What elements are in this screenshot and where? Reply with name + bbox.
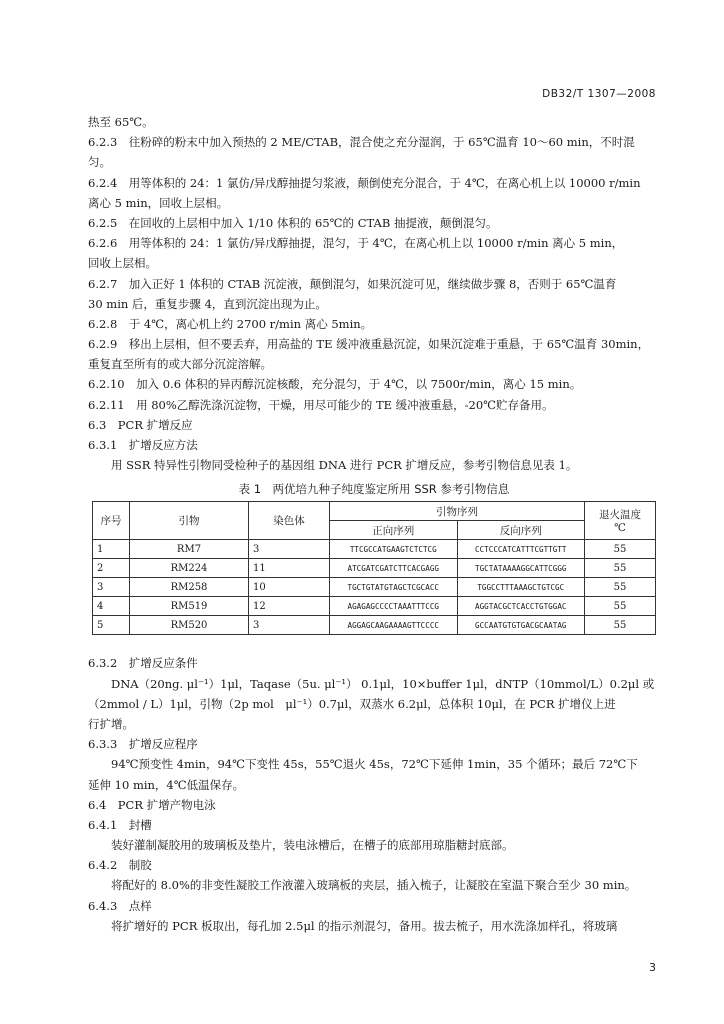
- text-line: 6.4.1 封槽: [88, 817, 152, 832]
- forward-seq-cell: TGCTGTATGTAGCTCGCACC: [330, 578, 458, 597]
- text-line: 离心 5 min，回收上层相。: [88, 195, 229, 210]
- ssr-primer-table: [92, 501, 656, 635]
- anneal-cell: 55: [585, 578, 656, 597]
- table-title: 表 1 两优培九种子纯度鉴定所用 SSR 参考引物信息: [238, 482, 510, 497]
- reverse-seq-cell: GCCAATGTGTGACGCAATAG: [457, 616, 585, 635]
- anneal-cell: 55: [585, 540, 656, 559]
- text-line: 6.4 PCR 扩增产物电泳: [88, 797, 216, 812]
- reverse-seq-cell: AGGTACGCTCACCTGTGGAC: [457, 597, 585, 616]
- anneal-label: 退火温度: [599, 509, 641, 522]
- table-row: [93, 616, 656, 635]
- text-line: 延伸 10 min，4℃低温保存。: [88, 777, 245, 792]
- text-line: 6.3.3 扩增反应程序: [88, 737, 198, 752]
- top-text-block: [88, 112, 660, 475]
- anneal-cell: 55: [585, 597, 656, 616]
- reverse-seq-cell: TGCTATAAAAGGCATTCGGG: [457, 559, 585, 578]
- primer-cell: RM258: [130, 578, 249, 597]
- text-line: 6.2.3 往粉碎的粉末中加入预热的 2 ME/CTAB，混合使之充分湿润，于 65℃温育 10～60 min，不时混: [88, 135, 635, 150]
- row-no-cell: 3: [93, 578, 130, 597]
- text-line: 用 SSR 特异性引物同受检种子的基因组 DNA 进行 PCR 扩增反应，参考引物信息见表 1。: [88, 458, 578, 473]
- text-line: 6.4.3 点样: [88, 898, 152, 913]
- text-line: 6.4.2 制胶: [88, 858, 152, 873]
- reverse-seq-cell: CCTCCCATCATTTCGTTGTT: [457, 540, 585, 559]
- text-line: 6.3 PCR 扩增反应: [88, 417, 193, 432]
- anneal-cell: 55: [585, 559, 656, 578]
- chromosome-cell: 3: [249, 616, 330, 635]
- text-line: 6.3.1 扩增反应方法: [88, 438, 198, 452]
- anneal-unit: ℃: [614, 522, 626, 535]
- row-no-cell: 1: [93, 540, 130, 559]
- text-line: 6.2.8 于 4℃，离心机上约 2700 r/min 离心 5min。: [88, 316, 373, 331]
- col-header-chromosome: 染色体: [249, 502, 330, 540]
- col-header-anneal: [585, 502, 656, 540]
- text-line: 装好灌制凝胶用的玻璃板及垫片，装电泳槽后，在槽子的底部用琼脂糖封底部。: [88, 838, 514, 853]
- document-body: [88, 112, 660, 936]
- forward-seq-cell: AGGAGCAAGAAAAGTTCCCC: [330, 616, 458, 635]
- text-line: （2mmol / L）1μl，引物（2p mol μl⁻¹）0.7μl，双蒸水 6.2μl，总体积 10μl，在 PCR 扩增仪上进: [88, 696, 616, 711]
- text-line: 30 min 后，重复步骤 4，直到沉淀出现为止。: [88, 296, 327, 311]
- text-line: 6.2.9 移出上层相，但不要丢弃，用高盐的 TE 缓冲液重悬沉淀，如果沉淀难于重悬，于 65℃温育 30min，: [88, 337, 650, 352]
- page-number: 3: [649, 961, 656, 974]
- col-header-reverse: 反向序列: [457, 521, 585, 540]
- chromosome-cell: 10: [249, 578, 330, 597]
- bottom-text-block: [88, 653, 660, 936]
- chromosome-cell: 12: [249, 597, 330, 616]
- primer-cell: RM7: [130, 540, 249, 559]
- row-no-cell: 5: [93, 616, 130, 635]
- text-line: 6.2.5 在回收的上层相中加入 1/10 体积的 65℃的 CTAB 抽提液，颠倒混匀。: [88, 215, 498, 230]
- forward-seq-cell: ATCGATCGATCTTCACGAGG: [330, 559, 458, 578]
- text-line: 6.2.11 用 80%乙醇洗涤沉淀物，干燥，用尽可能少的 TE 缓冲液重悬，-20℃贮存备用。: [88, 397, 554, 412]
- col-header-sequence: 引物序列: [330, 502, 585, 521]
- text-line: DNA（20ng. μl⁻¹）1μl，Taqase（5u. μl⁻¹） 0.1μl，10×buffer 1μl，dNTP（10mmol/L）0.2μl 或: [88, 676, 655, 691]
- table-row: [93, 559, 656, 578]
- text-line: 6.2.6 用等体积的 24：1 氯仿/异戊醇抽提，混匀，于 4℃，在离心机上以 10000 r/min 离心 5 min，: [88, 236, 624, 251]
- table-row: [93, 597, 656, 616]
- forward-seq-cell: AGAGAGCCCCTAAATTTCCG: [330, 597, 458, 616]
- col-header-forward: 正向序列: [330, 521, 458, 540]
- primer-cell: RM519: [130, 597, 249, 616]
- chromosome-cell: 11: [249, 559, 330, 578]
- text-line: 重复直至所有的或大部分沉淀溶解。: [88, 357, 272, 372]
- text-line: 6.3.2 扩增反应条件: [88, 656, 198, 671]
- row-no-cell: 2: [93, 559, 130, 578]
- text-line: 6.2.4 用等体积的 24：1 氯仿/异戊醇抽提匀浆液，颠倒使充分混合，于 4℃，在离心机上以 10000 r/min: [88, 175, 641, 190]
- text-line: 行扩增。: [88, 716, 134, 731]
- text-line: 热至 65℃。: [88, 115, 154, 129]
- text-line: 6.2.7 加入正好 1 体积的 CTAB 沉淀液，颠倒混匀，如果沉淀可见，继续做步骤 8，否则于 65℃温育: [88, 276, 617, 291]
- text-line: 回收上层相。: [88, 256, 157, 271]
- col-header-primer: 引物: [130, 502, 249, 540]
- col-header-no: 序号: [93, 502, 130, 540]
- reverse-seq-cell: TGGCCTTTAAAGCTGTCGC: [457, 578, 585, 597]
- row-no-cell: 4: [93, 597, 130, 616]
- text-line: 6.2.10 加入 0.6 体积的异丙醇沉淀核酸，充分混匀，于 4℃，以 7500r/min，离心 15 min。: [88, 377, 582, 392]
- table-body: [93, 540, 656, 635]
- primer-cell: RM224: [130, 559, 249, 578]
- text-line: 匀。: [88, 155, 111, 170]
- primer-cell: RM520: [130, 616, 249, 635]
- table-row: [93, 540, 656, 559]
- text-line: 将配好的 8.0%的非变性凝胶工作液灌入玻璃板的夹层，插入梳子，让凝胶在室温下聚合至少 30 min。: [88, 878, 637, 893]
- text-line: 将扩增好的 PCR 板取出，每孔加 2.5μl 的指示剂混匀，备用。拔去梳子，用水洗涤加样孔，将玻璃: [88, 918, 618, 933]
- text-line: 94℃预变性 4min，94℃下变性 45s，55℃退火 45s，72℃下延伸 1min，35 个循环；最后 72℃下: [88, 757, 638, 772]
- standard-number: DB32/T 1307—2008: [542, 88, 656, 100]
- forward-seq-cell: TTCGCCATGAAGTCTCTCG: [330, 540, 458, 559]
- chromosome-cell: 3: [249, 540, 330, 559]
- anneal-cell: 55: [585, 616, 656, 635]
- table-row: [93, 578, 656, 597]
